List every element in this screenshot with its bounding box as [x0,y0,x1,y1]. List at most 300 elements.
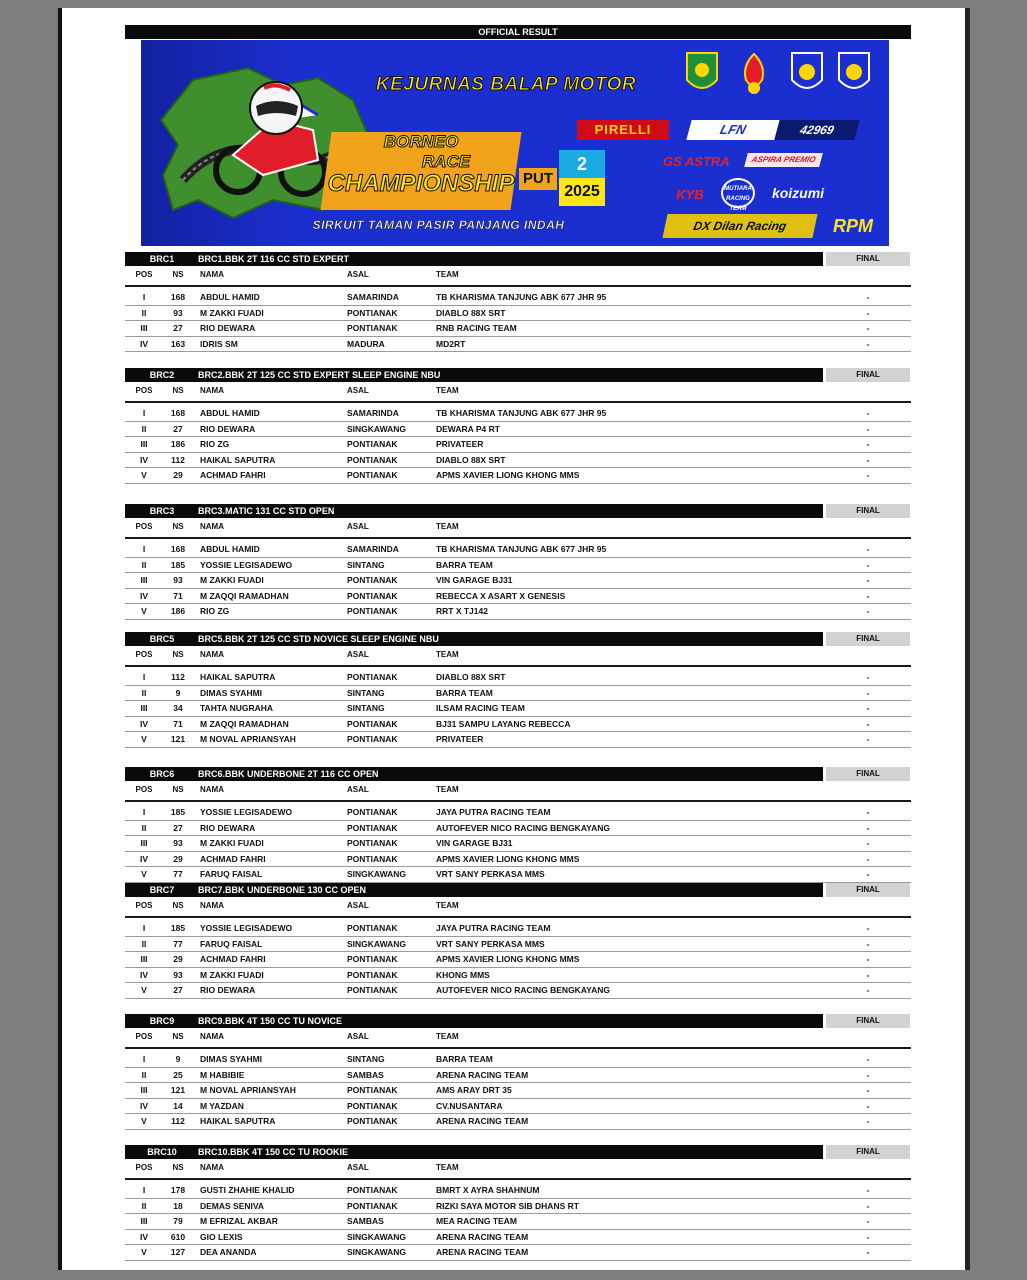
cell-team: CV.NUSANTARA [436,1100,503,1111]
class-name: BRC6.BBK UNDERBONE 2T 116 CC OPEN [198,769,379,779]
table-row [125,1214,911,1230]
cell-pos: III [140,323,148,334]
col-team: TEAM [436,650,459,659]
col-asal: ASAL [347,1163,369,1172]
col-nama: NAMA [200,785,224,794]
cell-final: - [866,703,870,714]
cell-nama: ABDUL HAMID [200,544,260,554]
cell-ns: 185 [170,923,186,933]
cell-team: ARENA RACING TEAM [436,1116,529,1127]
cell-final: - [866,923,870,933]
cell-nama: M NOVAL APRIANSYAH [200,1085,296,1096]
cell-asal: PONTIANAK [347,718,398,729]
table-row [125,1068,911,1084]
table-row [125,952,911,968]
ministry-emblem-icon [736,50,772,98]
cell-final: - [866,408,870,418]
cell-team: JAYA PUTRA RACING TEAM [436,923,551,933]
cell-pos: IV [139,338,149,349]
class-section-brc3 [125,503,911,620]
gs-astra-logo: GS ASTRA [663,154,730,169]
class-header [125,1013,911,1029]
table-row [125,406,911,422]
table-row [125,836,911,852]
cell-pos: III [140,1216,148,1227]
col-pos: POS [135,901,153,910]
cell-asal: SAMBAS [347,1069,384,1080]
banner-title: KEJURNAS BALAP MOTOR [375,74,637,95]
cell-nama: DEA ANANDA [200,1247,257,1258]
cell-asal: PONTIANAK [347,734,398,745]
cell-asal: SINGKAWANG [347,423,407,434]
cell-nama: YOSSIE LEGISADEWO [200,923,293,933]
cell-team: JAYA PUTRA RACING TEAM [436,807,551,817]
cell-asal: MADURA [347,338,385,349]
table-row [125,701,911,717]
col-ns: NS [172,1032,184,1041]
result-rows [125,1183,911,1261]
table-row [125,1245,911,1261]
cell-team: BARRA TEAM [436,687,493,698]
cell-final: - [866,454,870,465]
cell-asal: SINGKAWANG [347,938,407,949]
cell-team: AUTOFEVER NICO RACING BENGKAYANG [436,822,610,833]
cell-ns: 93 [173,969,183,980]
cell-final: - [866,1216,870,1227]
cell-asal: PONTIANAK [347,838,398,849]
cell-asal: SAMARINDA [347,544,399,554]
col-pos: POS [135,1032,153,1041]
cell-pos: IV [139,718,149,729]
class-header [125,503,911,519]
cell-final: - [866,853,870,864]
cell-final: - [866,1247,870,1258]
cell-final: - [866,1069,870,1080]
cell-final: - [866,590,870,601]
cell-asal: PONTIANAK [347,807,398,817]
col-nama: NAMA [200,901,224,910]
class-code: BRC3 [149,506,175,516]
cell-ns: 93 [173,307,183,318]
cell-nama: M ZAKKI FUADI [200,969,264,980]
cell-nama: ACHMAD FAHRI [200,470,266,481]
cell-ns: 163 [170,338,186,349]
cell-team: REBECCA X ASART X GENESIS [436,590,566,601]
cell-final: - [866,985,870,996]
cell-ns: 185 [170,559,186,570]
cell-team: ARENA RACING TEAM [436,1247,529,1258]
cell-pos: II [141,687,147,698]
cell-nama: ACHMAD FAHRI [200,853,266,864]
cell-team: VRT SANY PERKASA MMS [436,869,545,880]
col-nama: NAMA [200,270,224,279]
cell-final: - [866,338,870,349]
cell-final: - [866,734,870,745]
cell-pos: III [140,575,148,586]
cell-nama: ABDUL HAMID [200,292,260,302]
cell-asal: PONTIANAK [347,822,398,833]
cell-nama: GIO LEXIS [200,1231,243,1242]
cell-pos: I [142,923,146,933]
cell-asal: SAMBAS [347,1216,384,1227]
cell-team: DEWARA P4 RT [436,423,500,434]
class-section-brc5 [125,631,911,748]
cell-asal: PONTIANAK [347,853,398,864]
koizumi-logo: koizumi [771,185,825,201]
cell-pos: II [141,822,147,833]
cell-nama: IDRIS SM [200,338,238,349]
cell-asal: SAMARINDA [347,292,399,302]
championship-line-2: RACE [421,152,471,171]
cell-pos: III [140,439,148,450]
col-team: TEAM [436,1032,459,1041]
table-row [125,604,911,620]
table-row [125,422,911,438]
cell-team: BJ31 SAMPU LAYANG REBECCA [436,718,571,729]
cell-ns: 29 [173,853,183,864]
result-rows [125,921,911,999]
cell-nama: DIMAS SYAHMI [200,1054,263,1064]
table-row [125,1083,911,1099]
col-pos: POS [135,522,153,531]
cell-team: ARENA RACING TEAM [436,1069,529,1080]
cell-nama: GUSTI ZHAHIE KHALID [200,1185,295,1195]
col-pos: POS [135,386,153,395]
col-pos: POS [135,270,153,279]
cell-asal: PONTIANAK [347,954,398,965]
cell-pos: I [142,672,146,682]
aspira-logo: ASPIRA PREMIO [744,153,823,167]
cell-asal: PONTIANAK [347,1116,398,1127]
col-asal: ASAL [347,901,369,910]
cell-pos: IV [139,1231,149,1242]
final-label: FINAL [826,368,910,382]
final-label: FINAL [826,252,910,266]
cell-team: BARRA TEAM [436,1054,493,1064]
table-row [125,867,911,883]
col-team: TEAM [436,1163,459,1172]
cell-final: - [866,307,870,318]
cell-final: - [866,1185,870,1195]
cell-ns: 79 [173,1216,183,1227]
cell-ns: 18 [173,1200,183,1211]
column-header [125,1160,911,1180]
result-rows [125,670,911,748]
cell-nama: HAIKAL SAPUTRA [200,1116,276,1127]
table-row [125,558,911,574]
dilan-racing-logo: DX Dilan Racing [662,214,817,238]
result-rows [125,406,911,484]
cell-team: ARENA RACING TEAM [436,1231,529,1242]
cell-final: - [866,544,870,554]
cell-team: DIABLO 88X SRT [436,672,506,682]
cell-ns: 112 [171,454,185,465]
event-banner [141,40,889,246]
cell-team: APMS XAVIER LIONG KHONG MMS [436,954,580,965]
cell-ns: 34 [173,703,183,714]
cell-pos: I [142,1054,146,1064]
cell-final: - [866,606,870,617]
cell-team: RIZKI SAYA MOTOR SIB DHANS RT [436,1200,579,1211]
cell-ns: 25 [173,1069,183,1080]
table-row [125,686,911,702]
final-label: FINAL [826,504,910,518]
class-code: BRC7 [149,885,175,895]
cell-ns: 186 [170,606,186,617]
cell-pos: IV [139,969,149,980]
column-header [125,898,911,918]
col-nama: NAMA [200,522,224,531]
table-row [125,937,911,953]
cell-asal: SINGKAWANG [347,869,407,880]
class-section-brc7 [125,882,911,999]
cell-ns: 127 [170,1247,186,1258]
class-code: BRC10 [147,1147,177,1157]
cell-ns: 9 [175,1054,181,1064]
cell-pos: IV [139,1100,149,1111]
table-row [125,805,911,821]
cell-ns: 27 [173,423,183,434]
cell-ns: 71 [173,590,183,601]
cell-final: - [866,969,870,980]
cell-pos: II [141,938,147,949]
cell-nama: TAHTA NUGRAHA [200,703,274,714]
cell-nama: ACHMAD FAHRI [200,954,266,965]
final-label: FINAL [826,632,910,646]
cell-nama: DEMAS SENIVA [200,1200,265,1211]
cell-nama: M ZAKKI FUADI [200,575,264,586]
cell-team: PRIVATEER [436,439,484,450]
cell-ns: 29 [173,470,183,481]
cell-pos: V [141,470,147,481]
cell-pos: III [140,703,148,714]
imi-emblem-icon [789,50,825,98]
put-year: 2025 [559,178,605,206]
cell-nama: M HABIBIE [200,1069,245,1080]
cell-final: - [866,439,870,450]
table-row [125,670,911,686]
cell-team: VRT SANY PERKASA MMS [436,938,545,949]
cell-final: - [866,575,870,586]
cell-ns: 9 [175,687,181,698]
class-code: BRC6 [149,769,175,779]
cell-pos: IV [139,454,149,465]
final-label: FINAL [826,1145,910,1159]
cell-asal: PONTIANAK [347,323,398,334]
col-ns: NS [172,785,184,794]
col-team: TEAM [436,386,459,395]
championship-line-1: BORNEO [383,132,459,151]
cell-team: TB KHARISMA TANJUNG ABK 677 JHR 95 [436,292,607,302]
col-asal: ASAL [347,1032,369,1041]
col-team: TEAM [436,785,459,794]
cell-pos: II [141,1069,147,1080]
kyb-logo: KYB [676,187,704,202]
cell-nama: M ZAKKI FUADI [200,838,264,849]
class-section-brc6 [125,766,911,883]
table-row [125,1199,911,1215]
cell-ns: 168 [170,544,186,554]
cell-final: - [866,1054,870,1064]
cell-ns: 168 [170,292,186,302]
table-row [125,921,911,937]
cell-nama: M ZAKKI FUADI [200,307,264,318]
cell-asal: PONTIANAK [347,590,398,601]
class-code: BRC2 [149,370,175,380]
cell-pos: I [142,807,146,817]
cell-asal: PONTIANAK [347,575,398,586]
cell-team: APMS XAVIER LIONG KHONG MMS [436,470,580,481]
cell-ns: 77 [173,869,183,880]
cell-final: - [866,1100,870,1111]
col-ns: NS [172,522,184,531]
cell-team: RNB RACING TEAM [436,323,517,334]
column-header [125,647,911,667]
cell-nama: YOSSIE LEGISADEWO [200,559,293,570]
cell-asal: PONTIANAK [347,1200,398,1211]
cell-pos: II [141,1200,147,1211]
class-name: BRC2.BBK 2T 125 CC STD EXPERT SLEEP ENGINE NBU [198,370,441,380]
cell-asal: SINGKAWANG [347,1247,407,1258]
cell-asal: PONTIANAK [347,1100,398,1111]
cell-nama: M EFRIZAL AKBAR [200,1216,278,1227]
cell-team: KHONG MMS [436,969,490,980]
cell-pos: V [141,985,147,996]
cell-ns: 71 [173,718,183,729]
cell-final: - [866,718,870,729]
class-code: BRC9 [149,1016,175,1026]
class-name: BRC3.MATIC 131 CC STD OPEN [198,506,335,516]
cell-team: DIABLO 88X SRT [436,307,506,318]
col-ns: NS [172,901,184,910]
column-header [125,1029,911,1049]
cell-ns: 27 [173,985,183,996]
cell-nama: M ZAQQI RAMADHAN [200,590,289,601]
cell-final: - [866,1231,870,1242]
class-name: BRC10.BBK 4T 150 CC TU ROOKIE [198,1147,349,1157]
table-row [125,821,911,837]
cell-nama: DIMAS SYAHMI [200,687,263,698]
rpm-logo: RPM [833,216,873,236]
column-header [125,383,911,403]
result-rows [125,805,911,883]
column-header [125,267,911,287]
cell-team: VIN GARAGE BJ31 [436,575,513,586]
cell-pos: I [142,1185,146,1195]
col-nama: NAMA [200,386,224,395]
cell-nama: FARUQ FAISAL [200,938,263,949]
table-row [125,573,911,589]
class-header [125,631,911,647]
col-pos: POS [135,650,153,659]
cell-team: APMS XAVIER LIONG KHONG MMS [436,853,580,864]
class-header [125,367,911,383]
cell-final: - [866,938,870,949]
cell-ns: 168 [170,408,186,418]
cell-asal: PONTIANAK [347,1085,398,1096]
col-team: TEAM [436,522,459,531]
cell-ns: 178 [170,1185,186,1195]
cell-team: AMS ARAY DRT 35 [436,1085,512,1096]
province-emblem-icon [684,50,720,98]
table-row [125,589,911,605]
cell-nama: RIO DEWARA [200,822,256,833]
put-number: 2 [559,150,605,178]
cell-team: PRIVATEER [436,734,484,745]
put-label: PUT [519,168,557,190]
cell-asal: SINTANG [347,559,385,570]
table-row [125,453,911,469]
cell-asal: PONTIANAK [347,985,398,996]
cell-team: TB KHARISMA TANJUNG ABK 677 JHR 95 [436,408,607,418]
cell-team: MEA RACING TEAM [436,1216,517,1227]
cell-ns: 29 [173,954,183,965]
table-row [125,1052,911,1068]
cell-nama: RIO DEWARA [200,985,256,996]
cell-asal: PONTIANAK [347,1185,398,1195]
cell-final: - [866,838,870,849]
table-row [125,542,911,558]
col-asal: ASAL [347,386,369,395]
cell-asal: PONTIANAK [347,454,398,465]
cell-team: ILSAM RACING TEAM [436,703,525,714]
class-section-brc2 [125,367,911,484]
cell-asal: SINTANG [347,1054,385,1064]
cell-final: - [866,470,870,481]
cell-team: RRT X TJ142 [436,606,488,617]
table-row [125,306,911,322]
table-row [125,1114,911,1130]
col-ns: NS [172,1163,184,1172]
cell-ns: 27 [173,323,183,334]
cell-ns: 93 [173,838,183,849]
cell-team: BMRT X AYRA SHAHNUM [436,1185,540,1195]
cell-asal: PONTIANAK [347,307,398,318]
class-name: BRC9.BBK 4T 150 CC TU NOVICE [198,1016,343,1026]
table-row [125,968,911,984]
cell-pos: V [141,734,147,745]
class-section-brc1 [125,251,911,352]
col-pos: POS [135,785,153,794]
result-rows [125,1052,911,1130]
cell-final: - [866,807,870,817]
cell-final: - [866,822,870,833]
cell-pos: II [141,423,147,434]
table-row [125,437,911,453]
table-row [125,337,911,353]
cell-team: BARRA TEAM [436,559,493,570]
col-asal: ASAL [347,270,369,279]
cell-asal: SAMARINDA [347,408,399,418]
cell-nama: YOSSIE LEGISADEWO [200,807,293,817]
class-name: BRC1.BBK 2T 116 CC STD EXPERT [198,254,350,264]
col-team: TEAM [436,901,459,910]
cell-pos: II [141,559,147,570]
class-name: BRC5.BBK 2T 125 CC STD NOVICE SLEEP ENGINE NBU [198,634,439,644]
cell-ns: 186 [170,439,186,450]
cell-ns: 27 [173,822,183,833]
championship-line-3: CHAMPIONSHIP [327,170,515,197]
official-result-header: OFFICIAL RESULT [125,25,911,39]
cell-team: MD2RT [436,338,466,349]
cell-pos: V [141,1247,147,1258]
cell-pos: IV [139,590,149,601]
cell-nama: RIO DEWARA [200,423,256,434]
table-row [125,1230,911,1246]
result-rows [125,542,911,620]
class-code: BRC5 [149,634,175,644]
col-nama: NAMA [200,1163,224,1172]
